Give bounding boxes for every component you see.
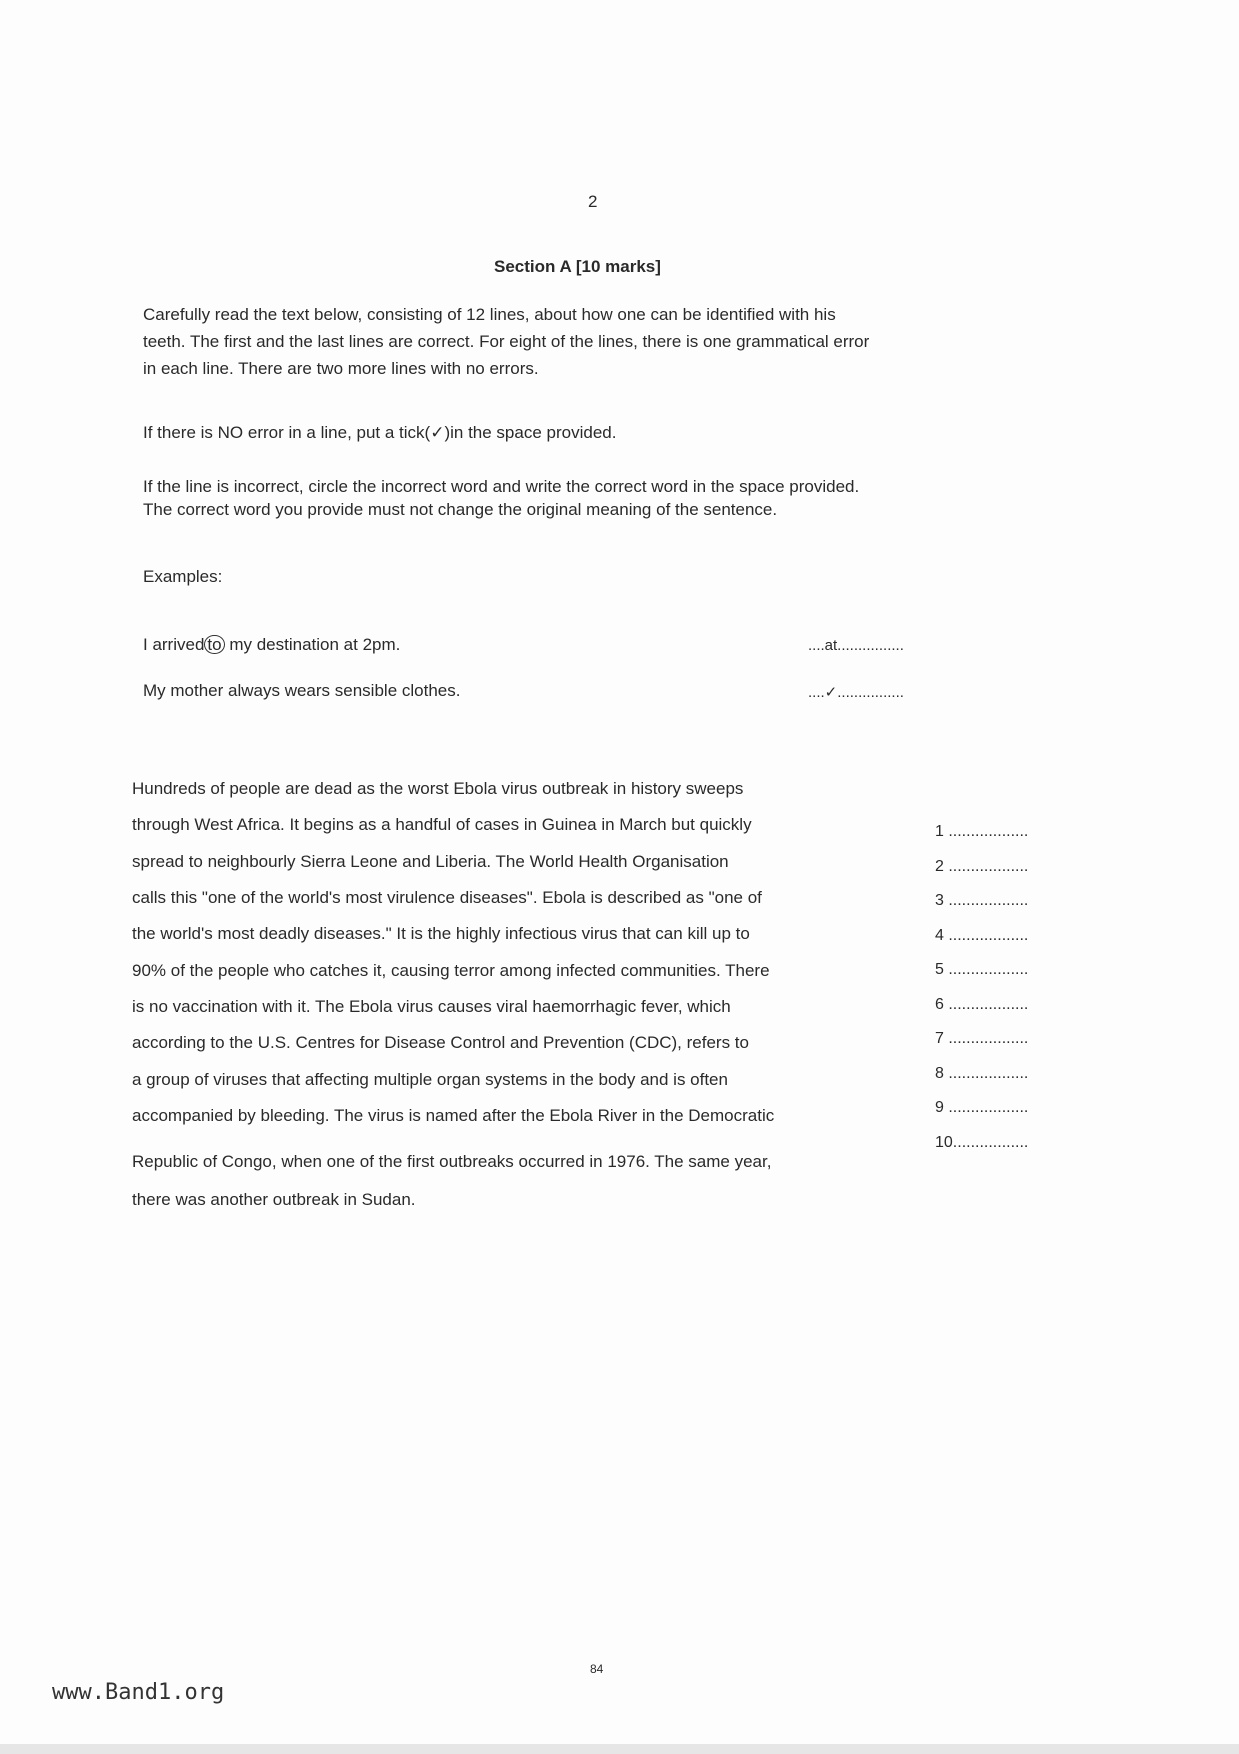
passage-line: the world's most deadly diseases." It is the highly infectious virus that can kill up to (132, 924, 750, 943)
intro-line-1: Carefully read the text below, consisting of 12 lines, about how one can be identified with his (143, 305, 836, 324)
passage-line: spread to neighbourly Sierra Leone and Liberia. The World Health Organisation (132, 852, 729, 871)
example-1 (143, 635, 400, 655)
passage-line: accompanied by bleeding. The virus is named after the Ebola River in the Democratic (132, 1106, 775, 1125)
intro-line-2: teeth. The first and the last lines are correct. For eight of the lines, there is one grammatical error (143, 332, 870, 351)
incorrect-instruction-2: The correct word you provide must not change the original meaning of the sentence. (143, 500, 778, 519)
circled-word: to (204, 635, 224, 654)
answer-blank-10[interactable]: 10................. (935, 1133, 1029, 1151)
answer-blank-2[interactable]: 2 .................. (935, 857, 1029, 875)
watermark: www.Band1.org (52, 1680, 225, 1705)
example-2: My mother always wears sensible clothes. (143, 681, 461, 700)
no-error-instruction: If there is NO error in a line, put a tick(✓)in the space provided. (143, 423, 617, 442)
passage-line: Republic of Congo, when one of the first outbreaks occurred in 1976. The same year, (132, 1152, 772, 1171)
answer-blank-1[interactable]: 1 .................. (935, 823, 1029, 840)
scan-edge (0, 1744, 1239, 1754)
answer-blank-9[interactable]: 9 .................. (935, 1099, 1029, 1116)
example-1-before: I arrived (143, 635, 205, 654)
incorrect-instruction-1: If the line is incorrect, circle the incorrect word and write the correct word in the space provided. (143, 477, 860, 496)
answer-blank-8[interactable]: 8 .................. (935, 1064, 1029, 1082)
passage-line: Hundreds of people are dead as the worst Ebola virus outbreak in history sweeps (132, 779, 744, 798)
passage-line: 90% of the people who catches it, causing terror among infected communities. There (132, 961, 770, 980)
intro-line-3: in each line. There are two more lines with no errors. (143, 359, 539, 378)
examples-label: Examples: (143, 567, 223, 586)
passage-line: calls this "one of the world's most virulence diseases". Ebola is described as "one of (132, 888, 762, 907)
answer-blank-3[interactable]: 3 .................. (935, 892, 1029, 909)
passage-line: there was another outbreak in Sudan. (132, 1190, 416, 1209)
page-number: 2 (588, 192, 598, 211)
example-2-answer: ....✓................ (808, 684, 904, 701)
section-title: Section A [10 marks] (494, 257, 661, 276)
passage-line: through West Africa. It begins as a handful of cases in Guinea in March but quickly (132, 815, 752, 834)
answer-blank-5[interactable]: 5 .................. (935, 961, 1029, 978)
passage-line: is no vaccination with it. The Ebola virus causes viral haemorrhagic fever, which (132, 997, 731, 1016)
answer-blank-7[interactable]: 7 .................. (935, 1030, 1029, 1047)
passage-line: a group of viruses that affecting multiple organ systems in the body and is often (132, 1070, 728, 1089)
example-1-after: my destination at 2pm. (224, 635, 401, 654)
example-1-answer: ....at................ (808, 637, 904, 654)
passage-line: according to the U.S. Centres for Disease Control and Prevention (CDC), refers to (132, 1033, 749, 1052)
answer-blank-4[interactable]: 4 .................. (935, 926, 1029, 944)
answer-blank-6[interactable]: 6 .................. (935, 995, 1029, 1013)
footer-page-number: 84 (590, 1662, 604, 1676)
